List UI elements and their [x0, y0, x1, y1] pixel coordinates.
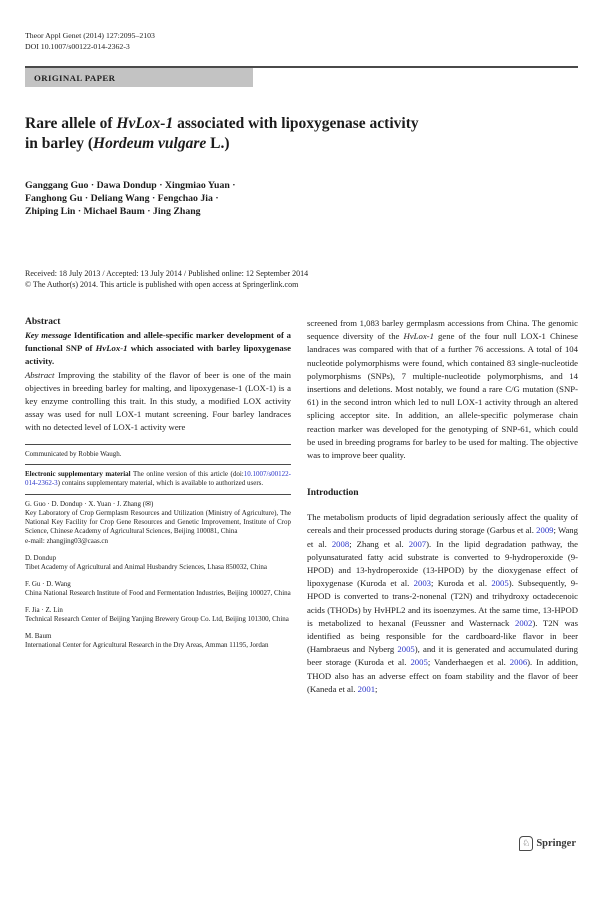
text-segment: screened from 1,083 barley germplasm accessions from China. The genomic sequence diversity of the [307, 318, 578, 342]
text-segment: gene of the four null LOX-1 Chinese landraces was compared with that of a further 76 accessions. A total of 104 nucleotide polymorphisms were found, which contained 83 single-nucleotide polymorphisms (SNPs), 7 multiple-nucleotide polymorphisms, and 14 insertions and deletions. Most notably, we found a rare C/G mutation (SNP-61) in the second intron which led to null LOX-1 activity through an altered splicing acceptor site. In addition, an allele-specific polymerase chain reaction marker was developed for the genotyping of SNP-61, which could be used in breeding programs for barley to be used for malting. The objective was to improve beer quality. [307, 331, 578, 461]
affiliation-block [25, 580, 291, 599]
affiliation-authors: D. Dondup [25, 553, 57, 562]
text-segment: HvLox-1 [95, 343, 128, 354]
affiliation-address: Tibet Academy of Agricultural and Animal Husbandry Sciences, Lhasa 850032, China [25, 562, 267, 571]
article-type-band [25, 68, 253, 87]
footnote-rule [25, 444, 291, 445]
author-line: Fanghong Gu · Deliang Wang · Fengchao Jia · [25, 193, 219, 205]
text-segment: L.) [206, 134, 230, 152]
affiliation-address: International Center for Agricultural Research in the Dry Areas, Amman 11195, Jordan [25, 641, 269, 650]
affiliation-block [25, 632, 291, 651]
text-segment: Hordeum vulgare [93, 134, 207, 152]
text-segment: ), and it is generated and accumulated during beer storage (Kuroda et al. [307, 644, 578, 668]
communicated-by-note: Communicated by Robbie Waugh. [25, 449, 122, 458]
citation-link[interactable]: 2005 [410, 657, 428, 668]
text-segment: ; [375, 683, 378, 694]
text-segment: ; Wang et al. [307, 525, 578, 549]
text-segment: ; Zhang et al. [349, 538, 409, 549]
text-segment: ). T2N was identified as being responsible for the cardboard-like flavor in beer (Hambraeus and Nyberg [307, 617, 578, 655]
article-title-line1 [25, 114, 565, 134]
text-segment: Key message [25, 330, 72, 340]
text-segment: ; Kuroda et al. [431, 578, 492, 589]
citation-link[interactable]: 2005 [491, 578, 509, 589]
citation-link[interactable]: 2006 [509, 657, 528, 668]
author-line: Zhiping Lin · Michael Baum · Jing Zhang [25, 206, 201, 218]
springer-knight-icon: ♘ [519, 836, 533, 851]
article-type-label: ORIGINAL PAPER [34, 72, 116, 83]
text-segment: ). In the lipid degradation pathway, the polyunsaturated fatty acid substrate is converted to 9-hydroperoxide (9-HPOD) and 13-hydroperoxide (13-HPOD) by the dioxygenase effect of lipoxygenase (Kuroda et al. [307, 538, 578, 589]
article-title [25, 114, 565, 153]
left-column [25, 317, 291, 696]
abstract-heading: Abstract [25, 317, 61, 327]
text-segment: The metabolism products of lipid degradation seriously affect the quality of cereals and their processed products during storage (Garbus et al. [307, 512, 578, 536]
two-column-body [25, 317, 578, 696]
affiliation-authors: F. Jia · Z. Lin [25, 605, 63, 614]
copyright-line: © The Author(s) 2014. This article is published with open access at Springerlink.com [25, 279, 299, 289]
text-segment: Identification and allele-specific marker development of a functional SNP of [25, 330, 291, 354]
text-segment: ). In addition, THOD also has an adverse effect on foam stability and the flavor of beer (Kaneda et al. [307, 657, 578, 694]
article-title-line2 [25, 134, 565, 154]
author-list [25, 179, 236, 219]
citation-link[interactable]: 2009 [536, 525, 554, 536]
supplementary-material-note [25, 470, 291, 489]
right-column [307, 317, 578, 696]
abstract-paragraph-right [307, 317, 578, 462]
journal-citation-line: Theor Appl Genet (2014) 127:2095–2103 [25, 31, 155, 40]
footnote-rule [25, 464, 291, 465]
affiliation-address: Key Laboratory of Crop Germplasm Resources and Utilization (Ministry of Agriculture), The National Key Facility for Crop Gene Resources and Genetic Improvement, Institute of Crop Science, Chinese Academy of Agricultural Sciences, Beijing 100081, China [25, 508, 291, 536]
affiliation-address: China National Research Institute of Food and Fermentation Industries, Beijing 100027, China [25, 588, 291, 597]
key-message-paragraph [25, 329, 291, 369]
publisher-logo [519, 836, 576, 851]
text-segment: in barley ( [25, 134, 94, 152]
publication-dates [25, 269, 308, 291]
citation-link[interactable]: 2005 [397, 644, 415, 655]
text-segment: Improving the stability of the flavor of beer is one of the main objectives in breeding barley for malting, and lipoxygenase-1 (LOX-1) is a key enzyme controlling this trait. In this study, a modified LOX activity assay was used for null LOX-1 mutant screening. Four barley landraces with no detected level of LOX-1 activity were [25, 369, 291, 433]
affiliation-block [25, 500, 291, 546]
text-segment: HvLox-1 [403, 331, 434, 342]
text-segment: Rare allele of [25, 115, 117, 132]
citation-link[interactable]: 2002 [514, 617, 533, 628]
corresponding-email-link[interactable]: e-mail: zhangjing03@caas.cn [25, 536, 109, 545]
text-segment: The online version of this article (doi: [130, 469, 244, 478]
publisher-name: Springer [536, 838, 576, 849]
text-segment: ). Subsequently, 9-HPOD is converted to trans-2-nonenal (T2N) and trihydroxy octadecenoic acids (THODs) by HvHPL2 and its isoenzymes. At the same time, 13-HPOD is metabolized to hexanal (Feussner and Wasternack [307, 578, 578, 628]
text-segment: associated with lipoxygenase activity [173, 115, 419, 132]
affiliation-authors: F. Gu · D. Wang [25, 579, 71, 588]
text-segment: Electronic supplementary material [25, 469, 131, 478]
citation-link[interactable]: 2007 [408, 538, 427, 549]
text-segment: Abstract [25, 369, 55, 380]
text-segment: ) contains supplementary material, which is available to authorized users. [57, 479, 264, 488]
citation-link[interactable]: 2008 [331, 538, 350, 549]
affiliation-authors: M. Baum [25, 631, 52, 640]
citation-link[interactable]: 10.1007/s00122-014-2362-3 [25, 469, 291, 488]
affiliation-authors: G. Guo · D. Dondup · X. Yuan · J. Zhang (✉) [25, 499, 154, 508]
abstract-paragraph-left [25, 369, 291, 435]
doi-line: DOI 10.1007/s00122-014-2362-3 [25, 41, 130, 51]
affiliation-address: Technical Research Center of Beijing Yanjing Brewery Group Co. Ltd, Beijing 101300, China [25, 614, 289, 623]
citation-link[interactable]: 2001 [357, 683, 376, 694]
affiliation-block [25, 554, 291, 573]
received-accepted-line: Received: 18 July 2013 / Accepted: 13 July 2014 / Published online: 12 September 2014 [25, 269, 309, 278]
journal-header [25, 31, 155, 52]
text-segment: HvLox-1 [116, 115, 174, 132]
introduction-heading: Introduction [307, 488, 359, 499]
introduction-paragraph [307, 511, 578, 696]
text-segment: ; Vanderhaegen et al. [427, 657, 510, 668]
affiliation-block [25, 606, 291, 625]
footnote-rule [25, 494, 291, 495]
text-segment: which associated with barley lipoxygenase activity. [25, 343, 291, 367]
author-line: Ganggang Guo · Dawa Dondup · Xingmiao Yuan · [25, 180, 236, 191]
citation-link[interactable]: 2003 [413, 578, 432, 589]
